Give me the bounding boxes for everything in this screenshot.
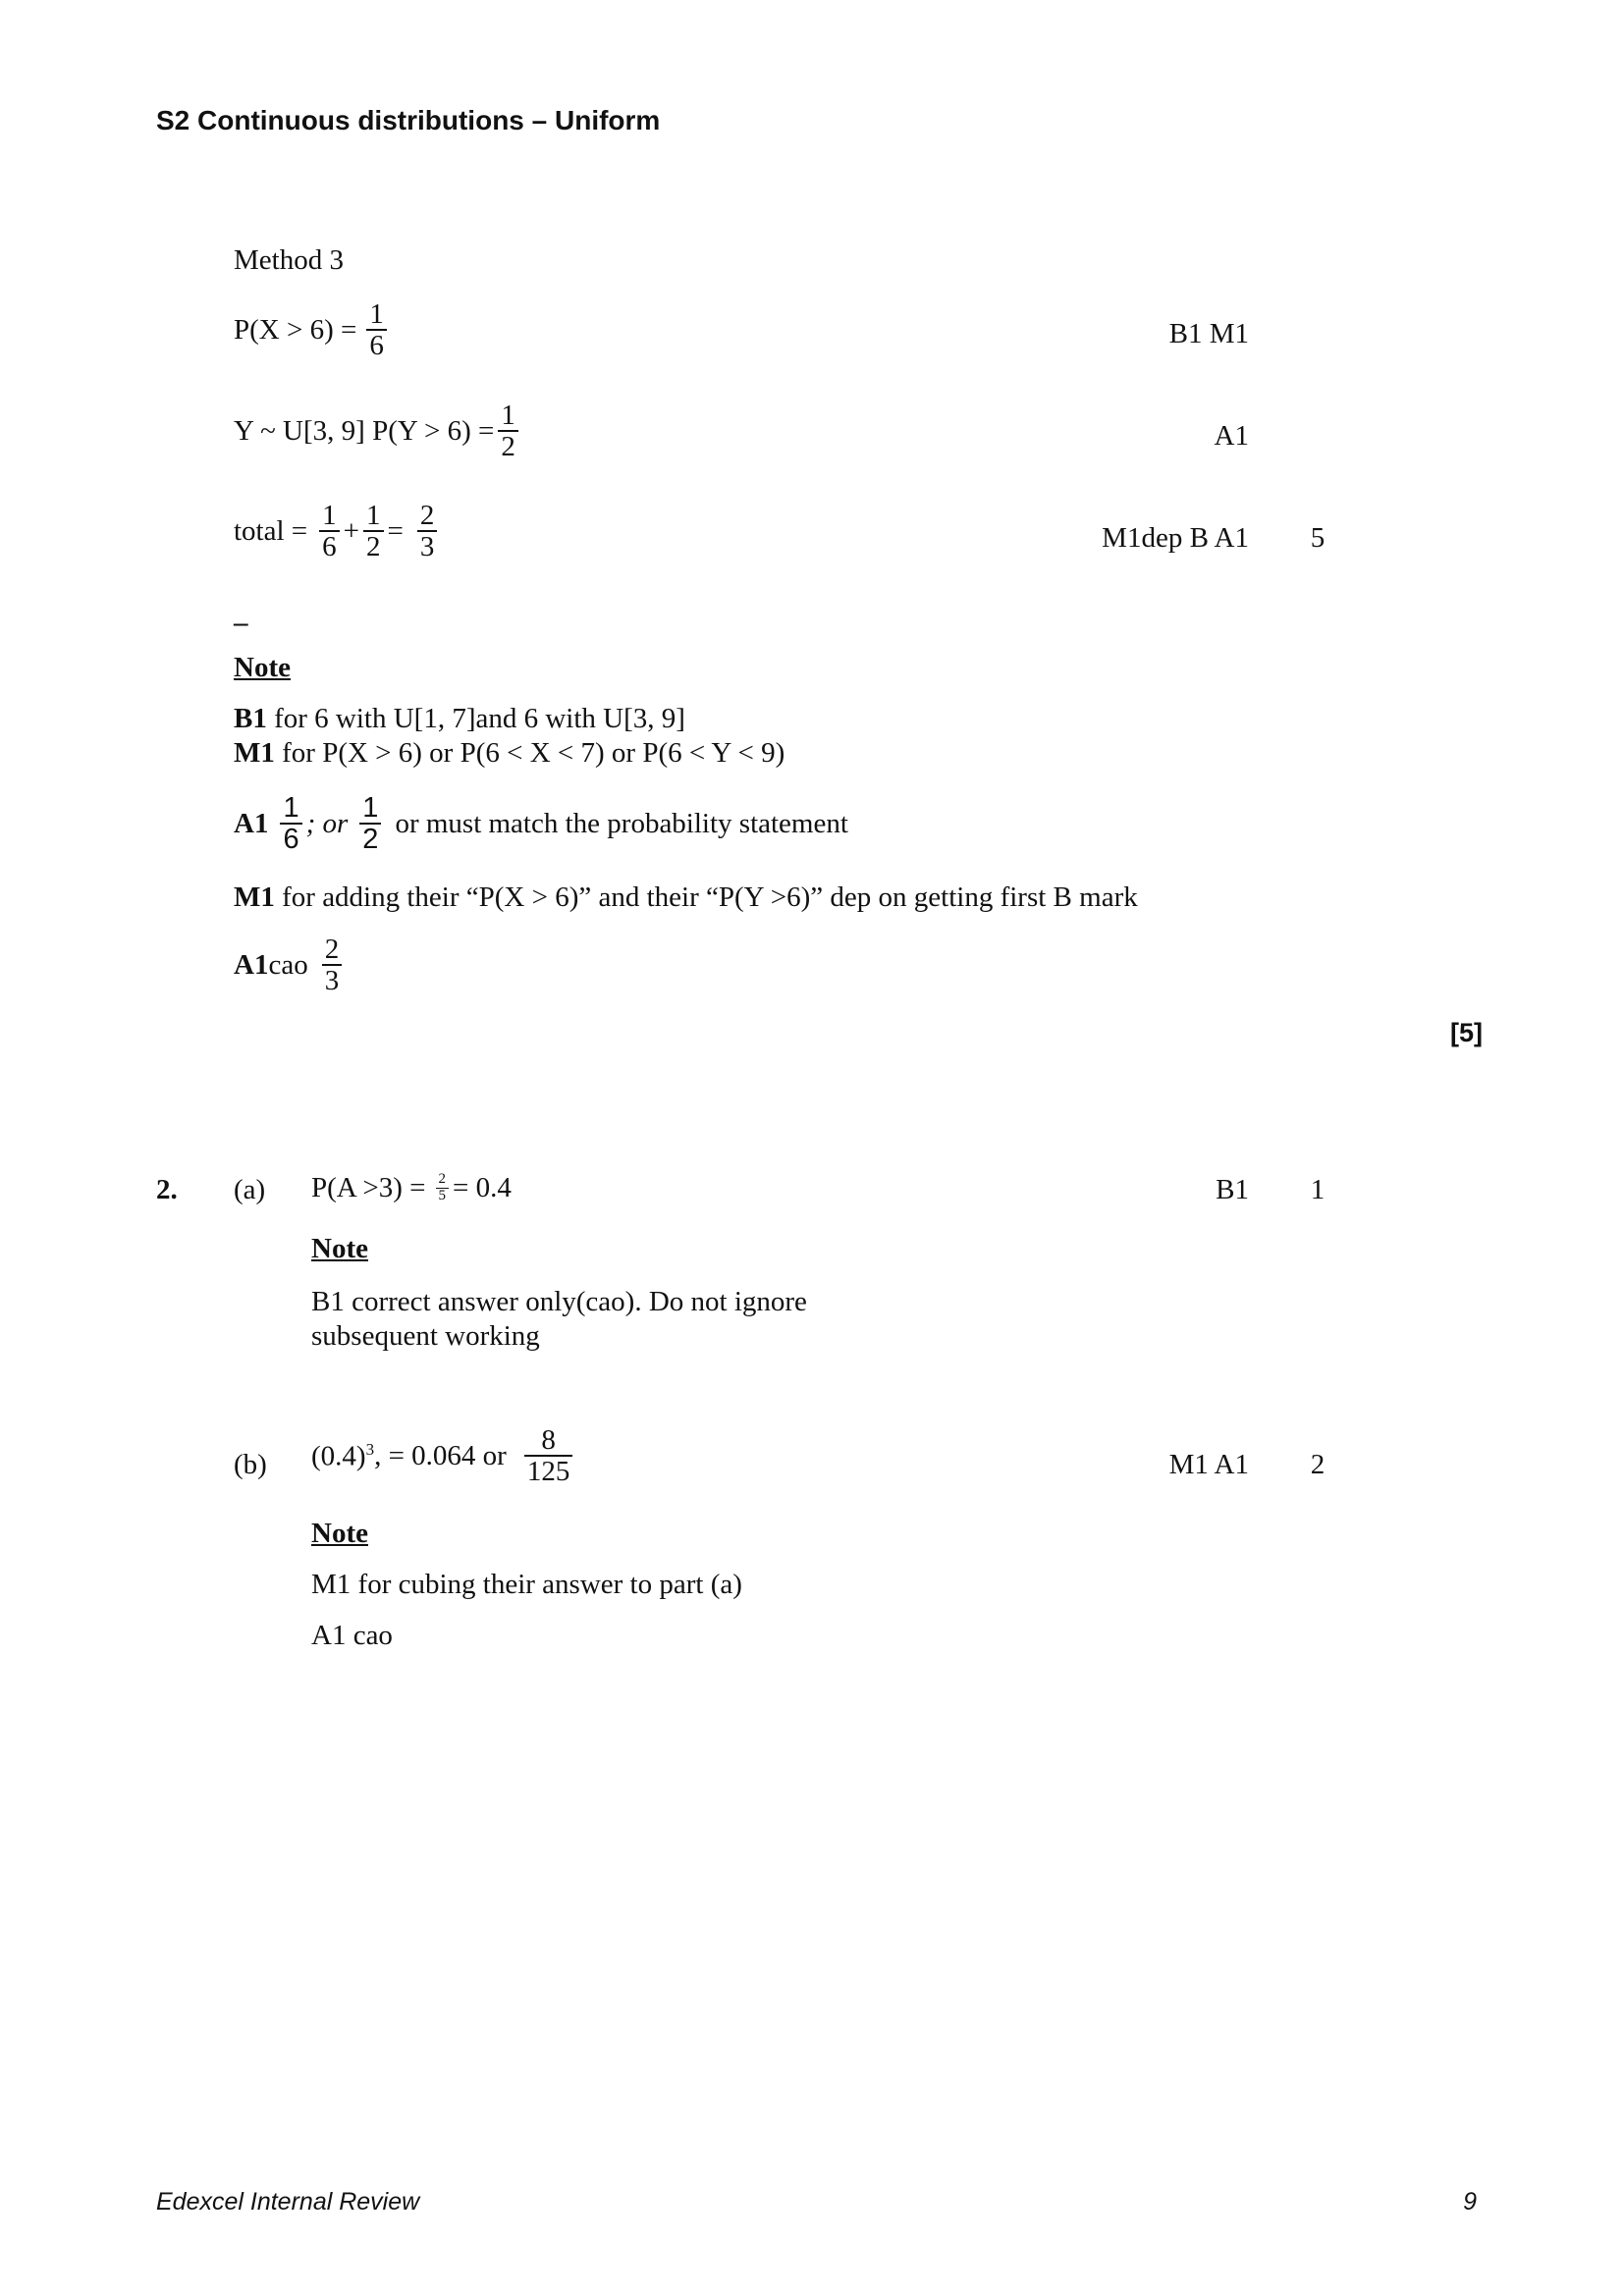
part-b-total: 2: [1310, 1449, 1326, 1480]
line3-fraction-1: [319, 501, 340, 562]
fraction-numerator: 1: [322, 500, 337, 531]
line3-total: 5: [1310, 522, 1326, 554]
fraction-numerator: 1: [369, 298, 384, 330]
note-a1b-line: [234, 934, 346, 996]
line1-lhs: P(X > 6) =: [234, 313, 357, 346]
note-b1-line: [234, 703, 685, 735]
part-b-note-line1: M1 for cubing their answer to part (a): [311, 1569, 742, 1600]
fraction-numerator: 8: [541, 1424, 556, 1456]
line3-fraction-2: [363, 501, 384, 562]
line3-lhs: total =: [234, 514, 308, 547]
part-b-answer: [311, 1425, 576, 1487]
line3-marks: M1dep B A1: [1102, 522, 1249, 554]
fraction-denominator: 3: [322, 964, 343, 995]
method3-line1: [234, 299, 391, 361]
note-text: for P(X > 6) or P(6 < X < 7) or P(6 < Y < 9): [274, 737, 785, 769]
mark-label: A1: [234, 948, 269, 981]
part-a-rhs: = 0.4: [453, 1172, 512, 1203]
part-a-label: (a): [234, 1174, 266, 1205]
part-b-label: (b): [234, 1449, 267, 1480]
mark-label: M1: [234, 881, 275, 913]
part-b-rhs: , = 0.064 or: [374, 1439, 507, 1471]
question-total: [5]: [1450, 1018, 1483, 1047]
part-b-marks: M1 A1: [1168, 1449, 1249, 1480]
method-heading: Method 3: [234, 244, 344, 276]
footer-left: Edexcel Internal Review: [156, 2188, 420, 2216]
fraction-numerator: 2: [419, 500, 435, 531]
fraction-numerator: 2: [438, 1171, 446, 1188]
part-a-answer: [311, 1172, 512, 1204]
fraction-numerator: 1: [501, 400, 515, 431]
fraction-numerator: 2: [324, 934, 340, 965]
note-text: or must match the probability statement: [395, 807, 848, 839]
part-a-fraction: [436, 1172, 450, 1204]
note-m1-line: [234, 737, 785, 770]
method3-line3: [234, 501, 441, 562]
line1-marks: B1 M1: [1168, 318, 1249, 349]
base-value: (0.4): [311, 1440, 366, 1472]
fraction-denominator: 6: [366, 329, 387, 360]
line3-fraction-3: [417, 501, 438, 562]
page-number: 9: [1463, 2188, 1477, 2216]
a1b-fraction: [322, 934, 343, 996]
mark-label: A1: [234, 807, 269, 839]
fraction-numerator: 1: [362, 792, 379, 824]
fraction-denominator: 125: [524, 1455, 573, 1486]
equals-sign: =: [387, 514, 404, 547]
fraction-denominator: 3: [417, 530, 438, 561]
part-a-note-line1: B1 correct answer only(cao). Do not ignore: [311, 1286, 807, 1317]
mark-label: B1: [234, 703, 267, 734]
fraction-denominator: 6: [280, 823, 301, 854]
exponent: 3: [365, 1439, 375, 1459]
line2-marks: A1: [1214, 420, 1249, 452]
page-header: S2 Continuous distributions – Uniform: [156, 105, 661, 135]
part-b-note-line2: A1 cao: [311, 1620, 393, 1651]
note-text: for 6 with U[1, 7]and 6 with U[3, 9]: [266, 703, 685, 734]
part-b-note-heading: Note: [311, 1518, 368, 1549]
note-a1-line: [234, 793, 848, 855]
method3-line2: [234, 400, 522, 462]
line2-fraction: [498, 400, 518, 462]
question-number: 2.: [156, 1174, 178, 1205]
fraction-denominator: 2: [498, 430, 518, 461]
note-heading: Note: [234, 652, 291, 683]
part-a-total: 1: [1310, 1174, 1326, 1205]
part-a-note-line2: subsequent working: [311, 1320, 540, 1352]
part-b-fraction: [524, 1425, 573, 1487]
fraction-denominator: 2: [359, 823, 381, 854]
fraction-numerator: 1: [366, 500, 381, 531]
a1-separator: ; or: [305, 807, 349, 839]
part-a-marks: B1: [1216, 1174, 1249, 1205]
part-b-base: [311, 1440, 374, 1473]
line1-fraction: [366, 299, 387, 361]
dash-mark: –: [234, 607, 248, 638]
plus-sign: +: [343, 514, 360, 547]
note-m1b-line: [234, 881, 1138, 914]
fraction-numerator: 1: [283, 792, 299, 824]
fraction-denominator: 5: [436, 1188, 450, 1204]
a1-fraction-1: [280, 793, 301, 855]
part-a-note-heading: Note: [311, 1233, 368, 1264]
line2-lhs: Y ~ U[3, 9] P(Y > 6) =: [234, 414, 495, 447]
fraction-denominator: 6: [319, 530, 340, 561]
part-a-lhs: P(A >3) =: [311, 1172, 426, 1203]
note-text: for adding their “P(X > 6)” and their “P(Y >6)” dep on getting first B mark: [274, 881, 1138, 913]
note-text: cao: [268, 948, 308, 981]
fraction-denominator: 2: [363, 530, 384, 561]
mark-label: M1: [234, 737, 275, 769]
a1-fraction-2: [359, 793, 381, 855]
